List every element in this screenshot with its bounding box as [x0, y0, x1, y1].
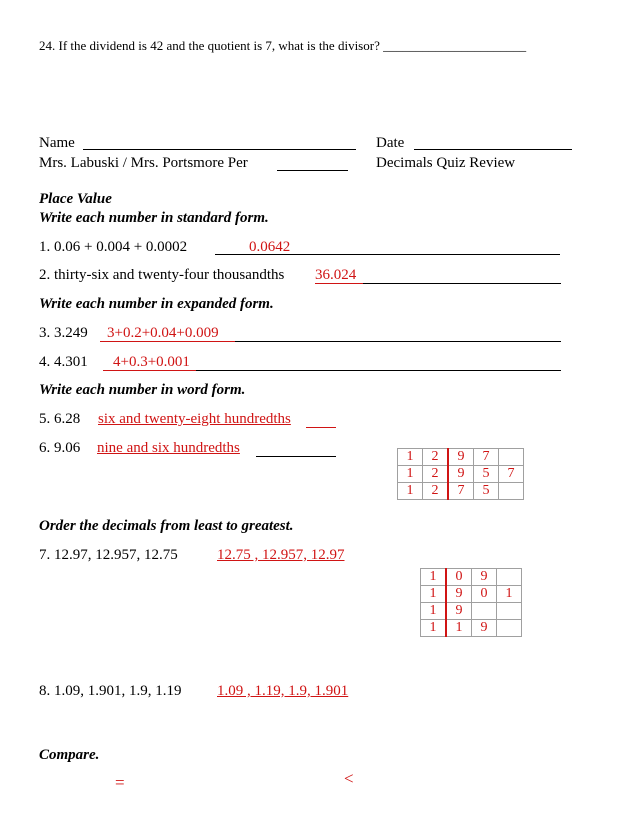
- grid2-row: [421, 569, 522, 586]
- teachers-row: [39, 155, 248, 172]
- instruction-order: Order the decimals from least to greatest.: [39, 518, 294, 534]
- grid1-cell: 9: [448, 466, 474, 483]
- grid2-cell: 1: [421, 569, 447, 586]
- grid2-row: [421, 603, 522, 620]
- compare-symbol-2: <: [344, 769, 354, 788]
- grid2-row: [421, 620, 522, 637]
- instruction-standard-form: Write each number in standard form.: [39, 210, 269, 226]
- instruction-expanded-form: Write each number in expanded form.: [39, 296, 274, 312]
- item-6-answer-line: [256, 456, 336, 457]
- question-24: [39, 38, 526, 54]
- item-3-prompt: 3. 3.249: [39, 325, 88, 341]
- grid2-row: [421, 586, 522, 603]
- grid2-cell: 1: [421, 586, 447, 603]
- grid1-cell: 1: [398, 483, 423, 500]
- grid2-cell: 1: [421, 620, 447, 637]
- question-24-blank[interactable]: ______________________: [383, 38, 527, 53]
- question-24-text: 24. If the dividend is 42 and the quotient is 7, what is the divisor?: [39, 38, 380, 53]
- item-5-prompt: 5. 6.28: [39, 411, 81, 427]
- item-8-answer: 1.09 , 1.19, 1.9, 1.901: [217, 683, 349, 699]
- grid2-cell: [497, 603, 522, 620]
- grid2-cell: 1: [421, 603, 447, 620]
- grid2-cell: 9: [472, 569, 497, 586]
- grid1-cell: 7: [499, 466, 524, 483]
- section-heading-compare: Compare.: [39, 747, 100, 763]
- item-3-answer: 3+0.2+0.04+0.009: [107, 325, 219, 341]
- grid1-cell: 2: [423, 449, 449, 466]
- item-6-prompt: 6. 9.06: [39, 440, 81, 456]
- grid1-row: [398, 449, 524, 466]
- grid1-cell: 5: [474, 466, 499, 483]
- item-1-answer-line: [215, 254, 560, 255]
- item-2-prompt: 2. thirty-six and twenty-four thousandths: [39, 267, 285, 283]
- grid1-cell: 7: [448, 483, 474, 500]
- grid2-cell: [472, 603, 497, 620]
- grid1-cell: 5: [474, 483, 499, 500]
- grid1-row: [398, 466, 524, 483]
- period-blank[interactable]: [277, 170, 348, 171]
- item-4-prompt: 4. 4.301: [39, 354, 88, 370]
- item-4-answer-line: [196, 370, 561, 371]
- grid1-cell: 9: [448, 449, 474, 466]
- grid2-cell: 0: [472, 586, 497, 603]
- item-7-answer: 12.75 , 12.957, 12.97: [217, 547, 345, 563]
- grid2-cell: 9: [446, 586, 472, 603]
- date-label: Date: [376, 135, 405, 151]
- name-label: Name: [39, 135, 75, 151]
- place-value-grid-2: [420, 568, 522, 637]
- grid1-cell: 1: [398, 466, 423, 483]
- item-2-answer: 36.024: [315, 267, 357, 283]
- item-5-red-underline: [306, 427, 336, 428]
- quiz-title: Decimals Quiz Review: [376, 155, 516, 171]
- name-blank[interactable]: [83, 149, 356, 150]
- item-3-answer-line: [235, 341, 561, 342]
- item-2-answer-line: [363, 283, 561, 284]
- grid1-cell: 2: [423, 466, 449, 483]
- grid1-row: [398, 483, 524, 500]
- item-1-prompt: 1. 0.06 + 0.004 + 0.0002: [39, 239, 188, 255]
- grid1-cell: 1: [398, 449, 423, 466]
- grid2-cell: 9: [446, 603, 472, 620]
- item-3-red-underline: [100, 341, 235, 342]
- compare-symbol-1: =: [115, 773, 125, 792]
- name-label-row: [39, 135, 75, 152]
- grid2-cell: 1: [446, 620, 472, 637]
- item-6-answer: nine and six hundredths: [97, 440, 240, 456]
- place-value-grid-1: [397, 448, 524, 500]
- grid1-cell: 2: [423, 483, 449, 500]
- section-heading-place-value: Place Value: [39, 191, 112, 207]
- grid2-cell: 0: [446, 569, 472, 586]
- teachers-label: Mrs. Labuski / Mrs. Portsmore Per: [39, 155, 248, 171]
- grid1-cell: [499, 483, 524, 500]
- item-8-prompt: 8. 1.09, 1.901, 1.9, 1.19: [39, 683, 182, 699]
- item-2-red-underline: [315, 283, 363, 284]
- grid2-cell: 9: [472, 620, 497, 637]
- grid2-cell: 1: [497, 586, 522, 603]
- grid2-cell: [497, 569, 522, 586]
- instruction-word-form: Write each number in word form.: [39, 382, 246, 398]
- item-5-answer: six and twenty-eight hundredths: [98, 411, 291, 427]
- item-7-prompt: 7. 12.97, 12.957, 12.75: [39, 547, 178, 563]
- item-4-answer: 4+0.3+0.001: [113, 354, 190, 370]
- item-4-red-underline: [103, 370, 196, 371]
- grid1-cell: [499, 449, 524, 466]
- grid1-cell: 7: [474, 449, 499, 466]
- grid2-cell: [497, 620, 522, 637]
- date-blank[interactable]: [414, 149, 572, 150]
- date-label-row: [376, 135, 404, 152]
- item-1-answer: 0.0642: [249, 239, 291, 255]
